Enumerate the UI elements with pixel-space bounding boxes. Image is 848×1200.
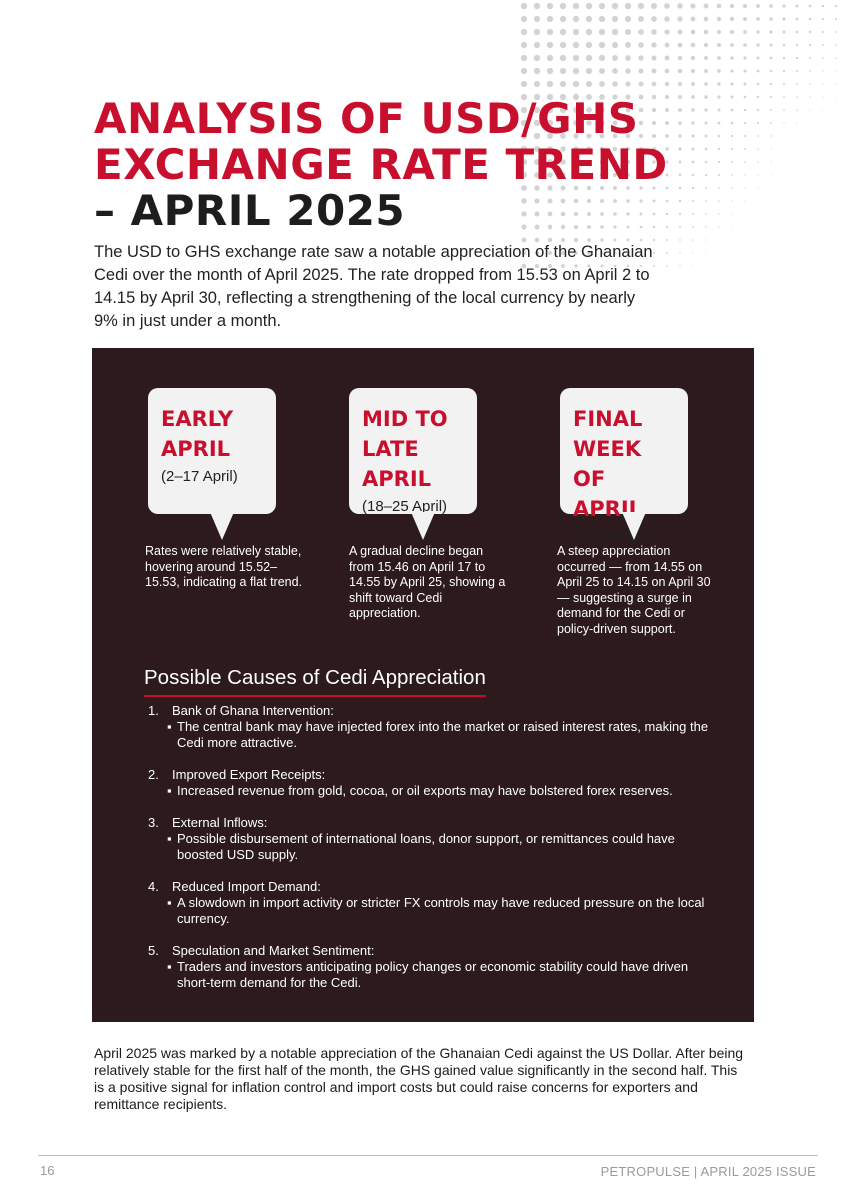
cause-heading: Bank of Ghana Intervention: xyxy=(172,703,334,718)
cause-heading: Reduced Import Demand: xyxy=(172,879,321,894)
title-line-3: – APRIL 2025 xyxy=(94,186,406,235)
phase-heading: LATE APRIL xyxy=(362,437,432,491)
cause-heading: Speculation and Market Sentiment: xyxy=(172,943,375,958)
cause-number: 2. xyxy=(148,767,159,782)
cause-number: 4. xyxy=(148,879,159,894)
causes-list xyxy=(148,703,718,1007)
cause-item xyxy=(148,879,718,927)
analysis-panel xyxy=(92,348,754,1022)
phase-description-mid-late-april: A gradual decline began from 15.46 on April 17 to 14.55 by April 25, showing a shift toward Cedi appreciation. xyxy=(349,544,506,620)
phase-date-range: (25–30 April) xyxy=(573,528,659,545)
cause-item xyxy=(148,703,718,751)
page-number: 16 xyxy=(40,1163,55,1178)
phase-date-range: (2–17 April) xyxy=(161,468,238,485)
cause-detail: ▪ Possible disbursement of international loans, donor support, or remittances could have boosted USD supply. xyxy=(148,831,718,863)
phase-bubble-early-april xyxy=(148,388,276,514)
cause-detail: ▪ A slowdown in import activity or stricter FX controls may have reduced pressure on the local currency. xyxy=(148,895,718,927)
cause-detail: ▪ Increased revenue from gold, cocoa, or oil exports may have bolstered forex reserves. xyxy=(148,783,718,799)
title-line-1: ANALYSIS OF USD/GHS xyxy=(94,94,639,143)
phase-date-range: (18–25 April) xyxy=(362,498,448,515)
footer-divider xyxy=(38,1155,818,1156)
cause-item xyxy=(148,943,718,991)
phase-heading: EARLY xyxy=(161,407,234,431)
intro-paragraph: The USD to GHS exchange rate saw a notable appreciation of the Ghanaian Cedi over the month of April 2025. The rate dropped from 15.53 on April 2 to 14.15 by April 30, reflecting a strengthening of the local currency by nearly 9% in just under a month. xyxy=(94,243,653,330)
publication-footer: PETROPULSE | APRIL 2025 ISSUE xyxy=(600,1164,816,1179)
phase-bubble-mid-late-april xyxy=(349,388,477,514)
phase-heading: OF APRIL xyxy=(573,467,643,521)
cause-item xyxy=(148,767,718,799)
causes-heading: Possible Causes of Cedi Appreciation xyxy=(144,666,486,689)
cause-heading: External Inflows: xyxy=(172,815,268,830)
phase-heading: MID TO xyxy=(362,407,448,431)
causes-heading-underline xyxy=(144,695,486,697)
cause-number: 1. xyxy=(148,703,159,718)
page-title xyxy=(94,96,668,234)
phase-heading: FINAL WEEK xyxy=(573,407,643,461)
phase-heading: APRIL xyxy=(161,437,231,461)
cause-item xyxy=(148,815,718,863)
cause-detail: ▪ The central bank may have injected forex into the market or raised interest rates, making the Cedi more attractive. xyxy=(148,719,718,751)
cause-detail: ▪ Traders and investors anticipating policy changes or economic stability could have driven short-term demand for the Cedi. xyxy=(148,959,718,991)
phase-description-final-week: A steep appreciation occurred — from 14.55 on April 25 to 14.15 on April 30 — suggesting a surge in demand for the Cedi or policy-driven support. xyxy=(557,544,711,636)
cause-number: 5. xyxy=(148,943,159,958)
conclusion-paragraph: April 2025 was marked by a notable appreciation of the Ghanaian Cedi against the US Dollar. After being relatively stable for the first half of the month, the GHS gained value significantly in the second half. This is a positive signal for inflation control and import costs but could raise concerns for exporters and remittance recipients. xyxy=(94,1045,744,1112)
phase-description-early-april: Rates were relatively stable, hovering around 15.52–15.53, indicating a flat trend. xyxy=(145,544,303,589)
phase-bubble-final-week xyxy=(560,388,688,545)
title-line-2: EXCHANGE RATE TREND xyxy=(94,140,668,189)
cause-number: 3. xyxy=(148,815,159,830)
cause-heading: Improved Export Receipts: xyxy=(172,767,326,782)
